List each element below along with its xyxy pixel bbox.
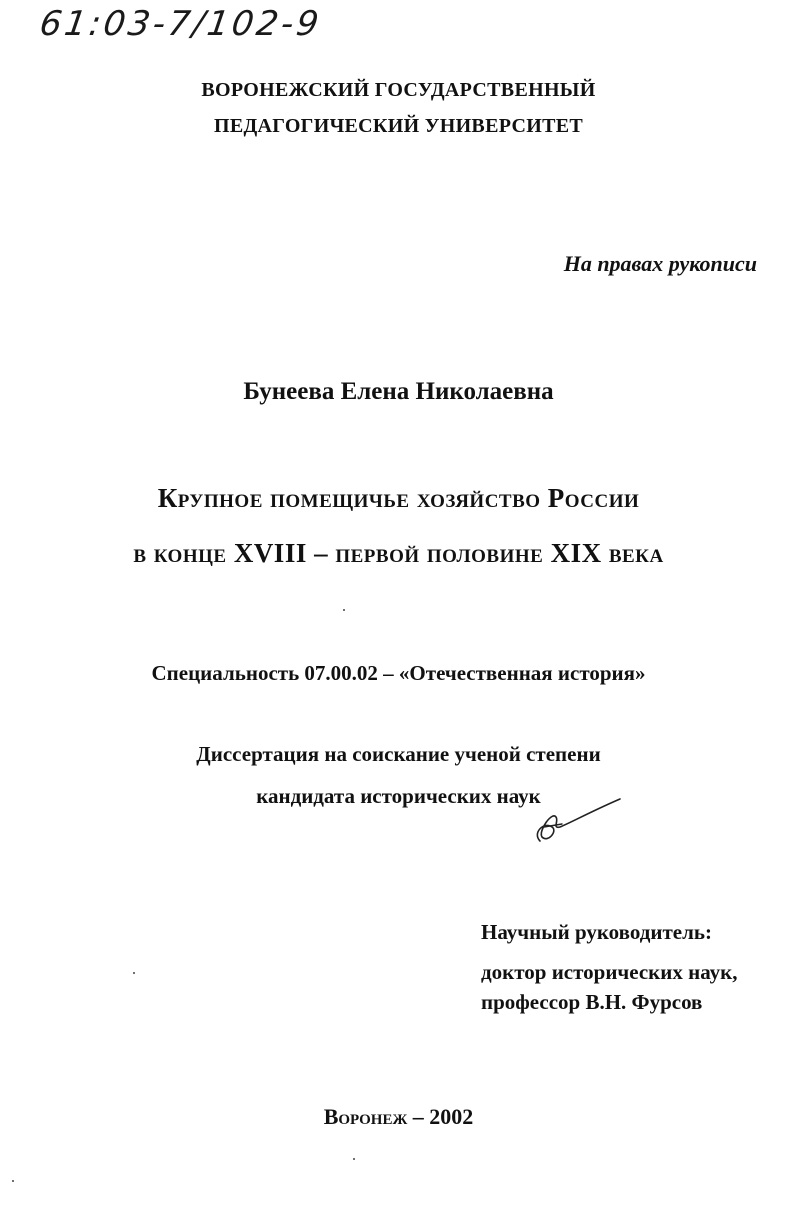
dissertation-title-line1: Крупное помещичье хозяйство России	[157, 483, 640, 513]
author-name: Бунеева Елена Николаевна	[243, 378, 554, 405]
speciality: Специальность 07.00.02 – «Отечественная история»	[151, 661, 646, 685]
signature-icon	[522, 793, 622, 848]
university-name-line2: ПЕДАГОГИЧЕСКИЙ УНИВЕРСИТЕТ	[214, 115, 583, 137]
city-year: Воронеж – 2002	[323, 1104, 474, 1129]
scan-speck	[133, 972, 135, 974]
advisor-name: профессор В.Н. Фурсов	[481, 990, 703, 1014]
archive-code: 61:03-7/102-9	[37, 4, 324, 44]
dissertation-degree-line2: кандидата исторических наук	[256, 784, 541, 808]
scan-speck	[353, 1158, 355, 1160]
scan-speck	[343, 609, 345, 611]
university-name-line1: ВОРОНЕЖСКИЙ ГОСУДАРСТВЕННЫЙ	[201, 79, 596, 101]
scan-speck	[12, 1180, 14, 1182]
dissertation-degree-line1: Диссертация на соискание ученой степени	[196, 742, 601, 766]
rights-note: На правах рукописи	[563, 251, 757, 276]
advisor-label: Научный руководитель:	[481, 920, 712, 944]
dissertation-title-line2: в конце XVIII – первой половине XIX века	[133, 538, 664, 568]
advisor-degree: доктор исторических наук,	[481, 960, 738, 984]
